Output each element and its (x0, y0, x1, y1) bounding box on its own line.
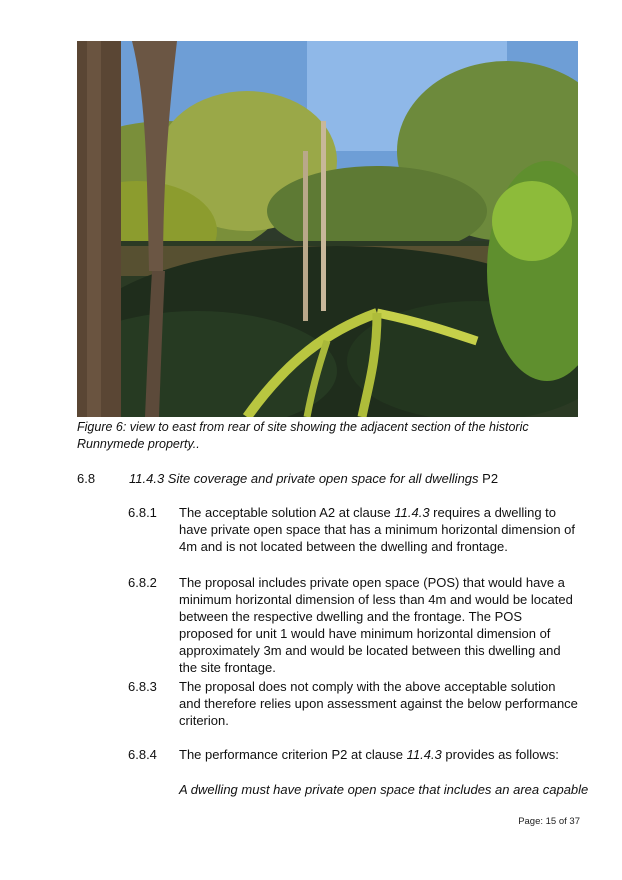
paragraph-text (179, 504, 579, 555)
section-title-italic: 11.4.3 Site coverage and private open space for all dwellings (129, 471, 479, 486)
section-title (129, 470, 498, 487)
paragraph-number: 6.8.1 (128, 505, 157, 520)
paragraph-number: 6.8.3 (128, 679, 157, 694)
site-photo (77, 41, 578, 417)
section-title-suffix: P2 (478, 471, 499, 486)
clause-ref: 11.4.3 (406, 747, 442, 762)
paragraph-number: 6.8.4 (128, 747, 157, 762)
paragraph-text-part: provides as follows: (441, 747, 559, 762)
section-number: 6.8 (77, 471, 96, 486)
figure-caption: Figure 6: view to east from rear of site showing the adjacent section of the historic Runnymede property.. (77, 420, 529, 451)
paragraph-number: 6.8.2 (128, 575, 157, 590)
paragraph-text: The proposal does not comply with the above acceptable solution and therefore relies upon assessment against the below performance criterion. (179, 679, 578, 728)
clause-ref: 11.4.3 (394, 505, 430, 520)
paragraph-text-part: requires a dwelling to have private open space that has a minimum horizontal dimension of 4m and is not located between the dwelling and frontage. (179, 505, 575, 554)
performance-criterion-quote: A dwelling must have private open space that includes an area capable (179, 782, 589, 797)
page-number: Page: 15 of 37 (518, 816, 580, 827)
paragraph-text (179, 746, 579, 763)
paragraph-text-part: The performance criterion P2 at clause (179, 747, 407, 762)
paragraph-text: The proposal includes private open space (POS) that would have a minimum horizontal dimension of less than 4m and would be located between the respective dwelling and the frontage. The POS proposed for unit 1 would have minimum horizontal dimension of approximately 3m and would be located between this dwelling and the site frontage. (179, 575, 573, 675)
paragraph-text-part: The acceptable solution A2 at clause (179, 505, 395, 520)
garden-photo-illustration (77, 41, 578, 417)
